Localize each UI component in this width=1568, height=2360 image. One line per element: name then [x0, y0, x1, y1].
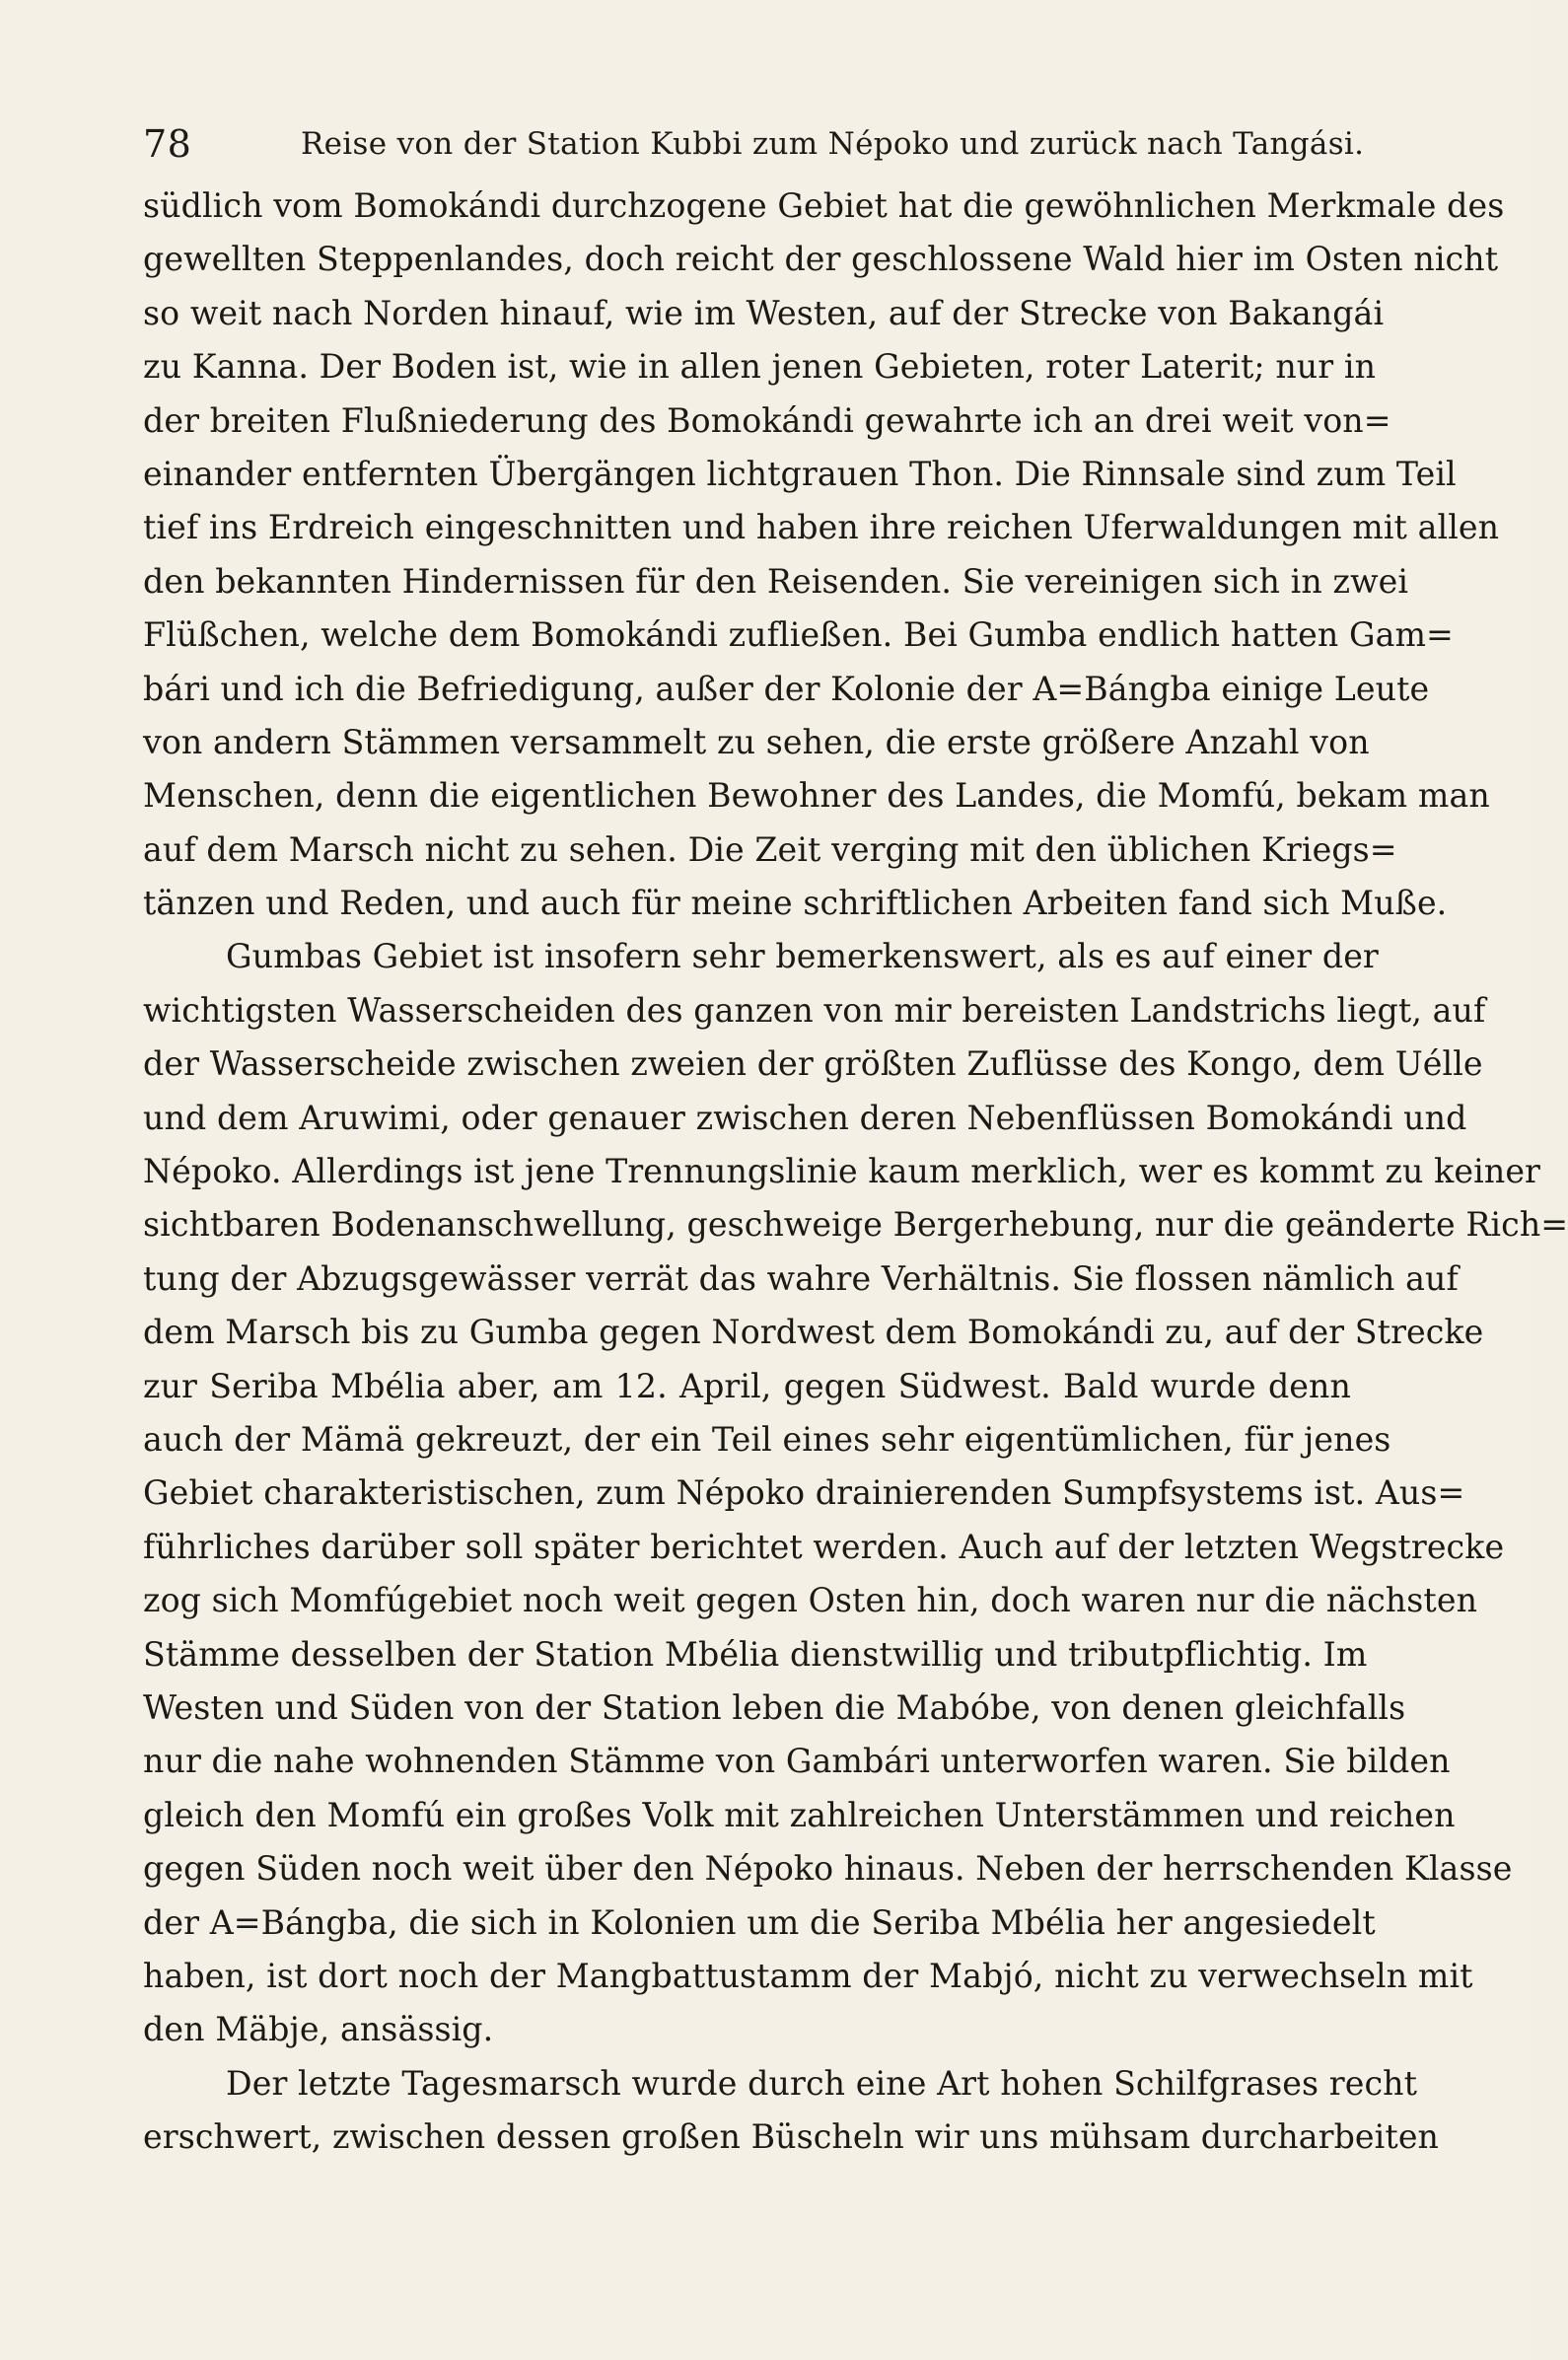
paragraph-1 [143, 179, 1505, 930]
text-line: zu Kanna. Der Boden ist, wie in allen jenen Gebieten, roter Laterit; nur in [143, 347, 1377, 387]
text-line: zur Seriba Mbélia aber, am 12. April, gegen Südwest. Bald wurde denn [143, 1366, 1351, 1405]
text-line: bári und ich die Befriedigung, außer der Kolonie der A=Bángba einige Leute [143, 669, 1430, 708]
text-line: sichtbaren Bodenanschwellung, geschweige Bergerhebung, nur die geänderte Rich= [143, 1205, 1568, 1245]
text-line: zog sich Momfúgebiet noch weit gegen Osten hin, doch waren nur die nächsten [143, 1581, 1478, 1620]
text-line: der breiten Flußniederung des Bomokándi gewahrte ich an drei weit von= [143, 400, 1391, 440]
text-line: nur die nahe wohnenden Stämme von Gambári unterworfen waren. Sie bilden [143, 1742, 1451, 1781]
page-number: 78 [143, 122, 192, 166]
text-line: einander entfernten Übergängen lichtgrauen Thon. Die Rinnsale sind zum Teil [143, 454, 1457, 493]
text-line: so weit nach Norden hinauf, wie im Westen, auf der Strecke von Bakangái [143, 293, 1385, 332]
running-head: Reise von der Station Kubbi zum Népoko und zurück nach Tangási. [301, 126, 1365, 162]
text-line: und dem Aruwimi, oder genauer zwischen deren Nebenflüssen Bomokándi und [143, 1098, 1467, 1137]
text-line: tänzen und Reden, und auch für meine schriftlichen Arbeiten fand sich Muße. [143, 884, 1448, 923]
text-line: erschwert, zwischen dessen großen Büscheln wir uns mühsam durcharbeiten [143, 2117, 1440, 2157]
text-line: Gebiet charakteristischen, zum Népoko drainierenden Sumpfsystems ist. Aus= [143, 1473, 1465, 1513]
text-line: führliches darüber soll später berichtet werden. Auch auf der letzten Wegstrecke [143, 1527, 1505, 1566]
text-line: Gumbas Gebiet ist insofern sehr bemerkenswert, als es auf einer der [226, 937, 1379, 976]
text-line: Westen und Süden von der Station leben die Mabóbe, von denen gleichfalls [143, 1687, 1406, 1727]
text-line: von andern Stämmen versammelt zu sehen, die erste größere Anzahl von [143, 722, 1370, 761]
text-line: auf dem Marsch nicht zu sehen. Die Zeit verging mit den üblichen Kriegs= [143, 829, 1397, 869]
text-line: Népoko. Allerdings ist jene Trennungslinie kaum merklich, wer es kommt zu keiner [143, 1152, 1541, 1191]
text-line: tief ins Erdreich eingeschnitten und haben ihre reichen Uferwaldungen mit allen [143, 508, 1500, 547]
text-line: gleich den Momfú ein großes Volk mit zahlreichen Unterstämmen und reichen [143, 1795, 1456, 1834]
paragraph-3 [143, 2057, 1440, 2165]
paragraph-2 [143, 930, 1568, 2056]
text-line: Menschen, denn die eigentlichen Bewohner des Landes, die Momfú, bekam man [143, 776, 1490, 816]
text-line: auch der Mämä gekreuzt, der ein Teil eines sehr eigentümlichen, für jenes [143, 1419, 1391, 1459]
text-line: tung der Abzugsgewässer verrät das wahre Verhältnis. Sie flossen nämlich auf [143, 1258, 1459, 1298]
text-line: Der letzte Tagesmarsch wurde durch eine Art hohen Schilfgrases recht [226, 2063, 1418, 2103]
text-line: der A=Bángba, die sich in Kolonien um die Seriba Mbélia her angesiedelt [143, 1902, 1376, 1942]
text-line: dem Marsch bis zu Gumba gegen Nordwest dem Bomokándi zu, auf der Strecke [143, 1313, 1484, 1352]
text-line: den Mäbje, ansässig. [143, 2010, 494, 2049]
text-line: gewellten Steppenlandes, doch reicht der geschlossene Wald hier im Osten nicht [143, 240, 1499, 279]
text-line: der Wasserscheide zwischen zweien der größten Zuflüsse des Kongo, dem Uélle [143, 1044, 1483, 1084]
body-text [143, 179, 1568, 2164]
text-line: den bekannten Hindernissen für den Reisenden. Sie vereinigen sich in zwei [143, 561, 1409, 601]
text-line: Stämme desselben der Station Mbélia dienstwillig und tributpflichtig. Im [143, 1634, 1368, 1674]
text-line: gegen Süden noch weit über den Népoko hinaus. Neben der herrschenden Klasse [143, 1849, 1513, 1889]
page-header [143, 116, 1365, 176]
text-line: haben, ist dort noch der Mangbattustamm der Mabjó, nicht zu verwechseln mit [143, 1956, 1473, 1995]
text-line: südlich vom Bomokándi durchzogene Gebiet hat die gewöhnlichen Merkmale des [143, 186, 1505, 225]
text-line: Flüßchen, welche dem Bomokándi zufließen. Bei Gumba endlich hatten Gam= [143, 615, 1454, 655]
text-line: wichtigsten Wasserscheiden des ganzen von mir bereisten Landstrichs liegt, auf [143, 990, 1486, 1030]
